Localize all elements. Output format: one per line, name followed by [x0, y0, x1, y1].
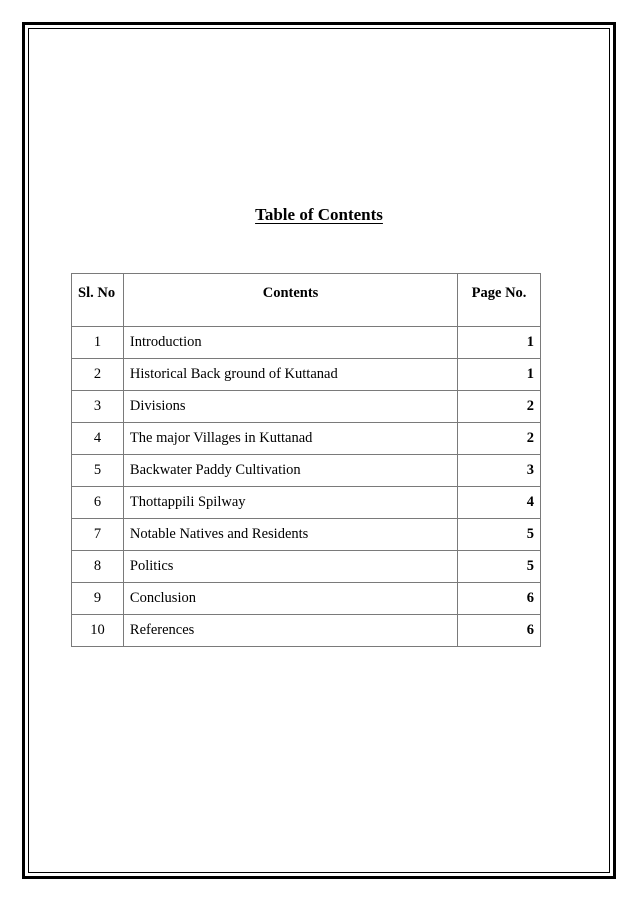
row-content: The major Villages in Kuttanad — [123, 423, 457, 455]
row-sl-no: 1 — [72, 327, 124, 359]
row-sl-no: 4 — [72, 423, 124, 455]
table-row — [72, 327, 541, 359]
row-sl-no: 6 — [72, 487, 124, 519]
row-content: Backwater Paddy Cultivation — [123, 455, 457, 487]
row-sl-no: 2 — [72, 359, 124, 391]
row-content: Introduction — [123, 327, 457, 359]
row-content: Historical Back ground of Kuttanad — [123, 359, 457, 391]
row-page-no: 1 — [458, 327, 541, 359]
row-page-no: 6 — [458, 583, 541, 615]
row-sl-no: 7 — [72, 519, 124, 551]
page-title: Table of Contents — [255, 205, 383, 224]
row-content: Divisions — [123, 391, 457, 423]
row-content: References — [123, 615, 457, 647]
row-page-no: 1 — [458, 359, 541, 391]
table-row — [72, 423, 541, 455]
row-content: Politics — [123, 551, 457, 583]
header-sl-no: Sl. No — [72, 274, 124, 327]
header-page-no: Page No. — [458, 274, 541, 327]
row-page-no: 2 — [458, 391, 541, 423]
contents-table — [71, 273, 541, 647]
row-content: Notable Natives and Residents — [123, 519, 457, 551]
row-sl-no: 9 — [72, 583, 124, 615]
row-page-no: 5 — [458, 519, 541, 551]
row-page-no: 5 — [458, 551, 541, 583]
row-sl-no: 8 — [72, 551, 124, 583]
table-row — [72, 551, 541, 583]
table-row — [72, 455, 541, 487]
row-content: Conclusion — [123, 583, 457, 615]
header-contents: Contents — [123, 274, 457, 327]
row-page-no: 3 — [458, 455, 541, 487]
table-row — [72, 359, 541, 391]
table-row — [72, 519, 541, 551]
row-sl-no: 10 — [72, 615, 124, 647]
row-page-no: 4 — [458, 487, 541, 519]
table-row — [72, 391, 541, 423]
row-content: Thottappili Spilway — [123, 487, 457, 519]
table-row — [72, 583, 541, 615]
table-row — [72, 615, 541, 647]
table-row — [72, 487, 541, 519]
row-sl-no: 5 — [72, 455, 124, 487]
row-page-no: 6 — [458, 615, 541, 647]
row-sl-no: 3 — [72, 391, 124, 423]
table-header-row — [72, 274, 541, 327]
row-page-no: 2 — [458, 423, 541, 455]
